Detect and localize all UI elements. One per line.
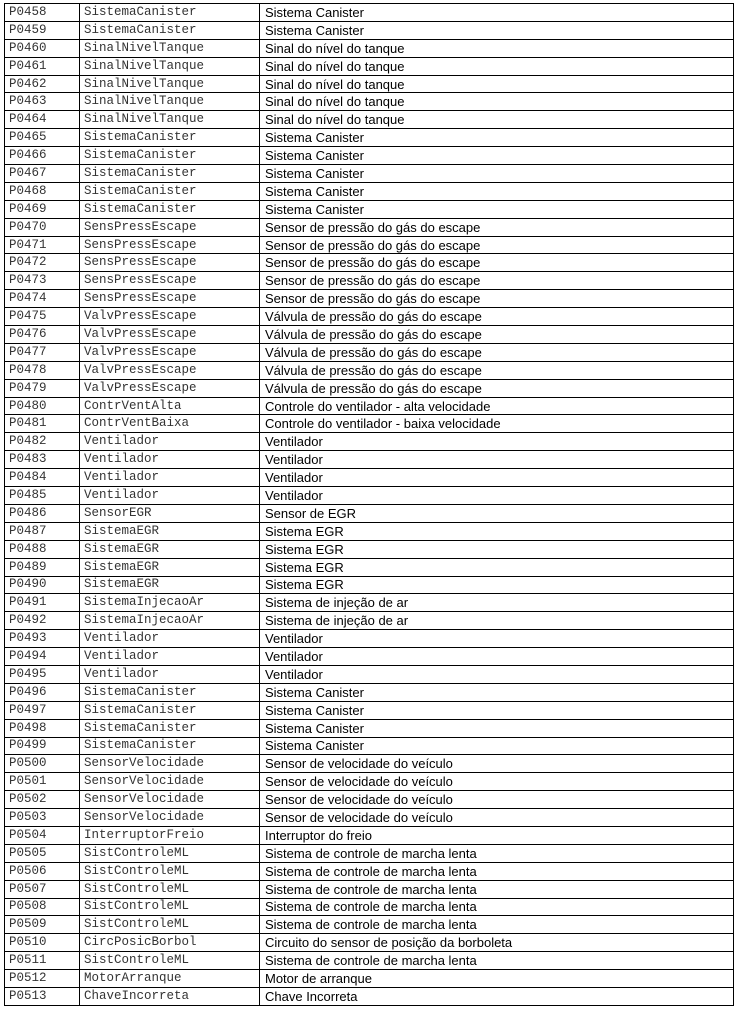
table-row — [5, 415, 734, 433]
code-cell: P0507 — [5, 880, 80, 898]
description-cell: Sistema Canister — [260, 701, 734, 719]
description-cell: Sensor de velocidade do veículo — [260, 755, 734, 773]
identifier-cell: SistemaCanister — [80, 4, 260, 22]
identifier-cell: MotorArranque — [80, 970, 260, 988]
description-cell: Sistema de injeção de ar — [260, 612, 734, 630]
table-row — [5, 719, 734, 737]
code-cell: P0489 — [5, 558, 80, 576]
identifier-cell: SistControleML — [80, 880, 260, 898]
identifier-cell: SensorVelocidade — [80, 755, 260, 773]
description-cell: Ventilador — [260, 469, 734, 487]
description-cell: Interruptor do freio — [260, 826, 734, 844]
table-row — [5, 576, 734, 594]
description-cell: Válvula de pressão do gás do escape — [260, 308, 734, 326]
description-cell: Sistema de injeção de ar — [260, 594, 734, 612]
code-cell: P0495 — [5, 665, 80, 683]
code-cell: P0484 — [5, 469, 80, 487]
identifier-cell: SistemaCanister — [80, 165, 260, 183]
identifier-cell: Ventilador — [80, 648, 260, 666]
identifier-cell: SensPressEscape — [80, 290, 260, 308]
description-cell: Sensor de pressão do gás do escape — [260, 254, 734, 272]
description-cell: Sistema Canister — [260, 21, 734, 39]
description-cell: Sensor de pressão do gás do escape — [260, 290, 734, 308]
description-cell: Controle do ventilador - baixa velocidade — [260, 415, 734, 433]
identifier-cell: SensorVelocidade — [80, 791, 260, 809]
identifier-cell: SistControleML — [80, 898, 260, 916]
identifier-cell: SistemaCanister — [80, 182, 260, 200]
description-cell: Ventilador — [260, 433, 734, 451]
description-cell: Sistema EGR — [260, 522, 734, 540]
table-row — [5, 451, 734, 469]
table-row — [5, 880, 734, 898]
identifier-cell: SinalNivelTanque — [80, 75, 260, 93]
identifier-cell: Ventilador — [80, 433, 260, 451]
description-cell: Sistema Canister — [260, 4, 734, 22]
code-cell: P0463 — [5, 93, 80, 111]
description-cell: Válvula de pressão do gás do escape — [260, 361, 734, 379]
table-row — [5, 21, 734, 39]
code-cell: P0461 — [5, 57, 80, 75]
identifier-cell: ContrVentAlta — [80, 397, 260, 415]
code-cell: P0458 — [5, 4, 80, 22]
identifier-cell: SistemaInjecaoAr — [80, 612, 260, 630]
table-row — [5, 987, 734, 1005]
code-cell: P0505 — [5, 844, 80, 862]
identifier-cell: SensorVelocidade — [80, 809, 260, 827]
description-cell: Ventilador — [260, 487, 734, 505]
code-cell: P0467 — [5, 165, 80, 183]
identifier-cell: SistemaEGR — [80, 576, 260, 594]
identifier-cell: SensorVelocidade — [80, 773, 260, 791]
description-cell: Controle do ventilador - alta velocidade — [260, 397, 734, 415]
table-row — [5, 200, 734, 218]
table-row — [5, 75, 734, 93]
description-cell: Sistema de controle de marcha lenta — [260, 952, 734, 970]
description-cell: Sensor de pressão do gás do escape — [260, 272, 734, 290]
code-cell: P0472 — [5, 254, 80, 272]
code-cell: P0509 — [5, 916, 80, 934]
description-cell: Sinal do nível do tanque — [260, 39, 734, 57]
fault-codes-body — [5, 4, 734, 1006]
code-cell: P0506 — [5, 862, 80, 880]
description-cell: Sistema Canister — [260, 200, 734, 218]
table-row — [5, 737, 734, 755]
table-row — [5, 755, 734, 773]
table-row — [5, 952, 734, 970]
code-cell: P0513 — [5, 987, 80, 1005]
identifier-cell: SistemaInjecaoAr — [80, 594, 260, 612]
code-cell: P0496 — [5, 683, 80, 701]
table-row — [5, 898, 734, 916]
description-cell: Sistema Canister — [260, 683, 734, 701]
description-cell: Sensor de velocidade do veículo — [260, 773, 734, 791]
identifier-cell: CircPosicBorbol — [80, 934, 260, 952]
code-cell: P0499 — [5, 737, 80, 755]
table-row — [5, 916, 734, 934]
identifier-cell: Ventilador — [80, 665, 260, 683]
code-cell: P0510 — [5, 934, 80, 952]
code-cell: P0486 — [5, 504, 80, 522]
code-cell: P0488 — [5, 540, 80, 558]
description-cell: Válvula de pressão do gás do escape — [260, 379, 734, 397]
table-row — [5, 397, 734, 415]
table-row — [5, 487, 734, 505]
code-cell: P0465 — [5, 129, 80, 147]
table-row — [5, 433, 734, 451]
code-cell: P0460 — [5, 39, 80, 57]
code-cell: P0462 — [5, 75, 80, 93]
identifier-cell: SistemaEGR — [80, 522, 260, 540]
table-row — [5, 665, 734, 683]
description-cell: Motor de arranque — [260, 970, 734, 988]
table-row — [5, 57, 734, 75]
identifier-cell: SistemaCanister — [80, 21, 260, 39]
table-row — [5, 683, 734, 701]
identifier-cell: Ventilador — [80, 451, 260, 469]
identifier-cell: ValvPressEscape — [80, 308, 260, 326]
description-cell: Ventilador — [260, 648, 734, 666]
code-cell: P0480 — [5, 397, 80, 415]
table-row — [5, 39, 734, 57]
identifier-cell: InterruptorFreio — [80, 826, 260, 844]
table-row — [5, 129, 734, 147]
fault-codes-table — [4, 3, 734, 1006]
code-cell: P0497 — [5, 701, 80, 719]
identifier-cell: ChaveIncorreta — [80, 987, 260, 1005]
table-row — [5, 826, 734, 844]
code-cell: P0468 — [5, 182, 80, 200]
identifier-cell: SistemaCanister — [80, 129, 260, 147]
identifier-cell: SensPressEscape — [80, 272, 260, 290]
description-cell: Sistema Canister — [260, 147, 734, 165]
table-row — [5, 791, 734, 809]
table-row — [5, 361, 734, 379]
identifier-cell: SensPressEscape — [80, 236, 260, 254]
description-cell: Sistema Canister — [260, 737, 734, 755]
code-cell: P0473 — [5, 272, 80, 290]
table-row — [5, 147, 734, 165]
description-cell: Sinal do nível do tanque — [260, 57, 734, 75]
table-row — [5, 326, 734, 344]
code-cell: P0491 — [5, 594, 80, 612]
code-cell: P0485 — [5, 487, 80, 505]
table-row — [5, 773, 734, 791]
table-row — [5, 844, 734, 862]
code-cell: P0477 — [5, 343, 80, 361]
code-cell: P0504 — [5, 826, 80, 844]
code-cell: P0469 — [5, 200, 80, 218]
table-row — [5, 862, 734, 880]
identifier-cell: SistControleML — [80, 862, 260, 880]
code-cell: P0490 — [5, 576, 80, 594]
description-cell: Sistema EGR — [260, 576, 734, 594]
table-row — [5, 290, 734, 308]
identifier-cell: SistemaCanister — [80, 719, 260, 737]
code-cell: P0508 — [5, 898, 80, 916]
identifier-cell: SensorEGR — [80, 504, 260, 522]
identifier-cell: SistControleML — [80, 916, 260, 934]
code-cell: P0493 — [5, 630, 80, 648]
identifier-cell: Ventilador — [80, 487, 260, 505]
identifier-cell: ValvPressEscape — [80, 361, 260, 379]
table-row — [5, 612, 734, 630]
identifier-cell: SistemaCanister — [80, 683, 260, 701]
code-cell: P0483 — [5, 451, 80, 469]
description-cell: Ventilador — [260, 451, 734, 469]
identifier-cell: ValvPressEscape — [80, 343, 260, 361]
description-cell: Sinal do nível do tanque — [260, 93, 734, 111]
identifier-cell: SistControleML — [80, 952, 260, 970]
description-cell: Ventilador — [260, 630, 734, 648]
description-cell: Válvula de pressão do gás do escape — [260, 343, 734, 361]
identifier-cell: SinalNivelTanque — [80, 111, 260, 129]
identifier-cell: SinalNivelTanque — [80, 93, 260, 111]
code-cell: P0498 — [5, 719, 80, 737]
identifier-cell: SistControleML — [80, 844, 260, 862]
table-row — [5, 379, 734, 397]
table-row — [5, 93, 734, 111]
identifier-cell: ContrVentBaixa — [80, 415, 260, 433]
code-cell: P0475 — [5, 308, 80, 326]
description-cell: Chave Incorreta — [260, 987, 734, 1005]
code-cell: P0481 — [5, 415, 80, 433]
table-row — [5, 308, 734, 326]
code-cell: P0464 — [5, 111, 80, 129]
table-row — [5, 272, 734, 290]
description-cell: Sinal do nível do tanque — [260, 111, 734, 129]
identifier-cell: SinalNivelTanque — [80, 39, 260, 57]
table-row — [5, 343, 734, 361]
description-cell: Sinal do nível do tanque — [260, 75, 734, 93]
identifier-cell: Ventilador — [80, 630, 260, 648]
description-cell: Sistema EGR — [260, 540, 734, 558]
description-cell: Sistema Canister — [260, 719, 734, 737]
description-cell: Sistema Canister — [260, 182, 734, 200]
identifier-cell: ValvPressEscape — [80, 326, 260, 344]
code-cell: P0476 — [5, 326, 80, 344]
code-cell: P0512 — [5, 970, 80, 988]
code-cell: P0503 — [5, 809, 80, 827]
table-row — [5, 630, 734, 648]
code-cell: P0470 — [5, 218, 80, 236]
code-cell: P0479 — [5, 379, 80, 397]
code-cell: P0474 — [5, 290, 80, 308]
identifier-cell: ValvPressEscape — [80, 379, 260, 397]
identifier-cell: Ventilador — [80, 469, 260, 487]
description-cell: Sistema Canister — [260, 129, 734, 147]
description-cell: Ventilador — [260, 665, 734, 683]
description-cell: Sistema de controle de marcha lenta — [260, 898, 734, 916]
table-row — [5, 236, 734, 254]
description-cell: Válvula de pressão do gás do escape — [260, 326, 734, 344]
code-cell: P0492 — [5, 612, 80, 630]
description-cell: Sistema de controle de marcha lenta — [260, 862, 734, 880]
table-row — [5, 111, 734, 129]
table-row — [5, 934, 734, 952]
identifier-cell: SistemaCanister — [80, 147, 260, 165]
description-cell: Sistema Canister — [260, 165, 734, 183]
identifier-cell: SinalNivelTanque — [80, 57, 260, 75]
code-cell: P0487 — [5, 522, 80, 540]
table-row — [5, 701, 734, 719]
code-cell: P0466 — [5, 147, 80, 165]
description-cell: Sensor de velocidade do veículo — [260, 791, 734, 809]
table-row — [5, 182, 734, 200]
description-cell: Sensor de velocidade do veículo — [260, 809, 734, 827]
table-row — [5, 970, 734, 988]
identifier-cell: SistemaCanister — [80, 200, 260, 218]
description-cell: Sistema EGR — [260, 558, 734, 576]
description-cell: Circuito do sensor de posição da borboleta — [260, 934, 734, 952]
code-cell: P0502 — [5, 791, 80, 809]
table-row — [5, 809, 734, 827]
table-row — [5, 165, 734, 183]
description-cell: Sistema de controle de marcha lenta — [260, 880, 734, 898]
table-row — [5, 594, 734, 612]
description-cell: Sensor de EGR — [260, 504, 734, 522]
identifier-cell: SistemaCanister — [80, 701, 260, 719]
table-row — [5, 522, 734, 540]
table-row — [5, 218, 734, 236]
description-cell: Sensor de pressão do gás do escape — [260, 236, 734, 254]
description-cell: Sistema de controle de marcha lenta — [260, 844, 734, 862]
code-cell: P0459 — [5, 21, 80, 39]
identifier-cell: SistemaEGR — [80, 540, 260, 558]
table-row — [5, 504, 734, 522]
table-row — [5, 469, 734, 487]
code-cell: P0471 — [5, 236, 80, 254]
identifier-cell: SistemaCanister — [80, 737, 260, 755]
identifier-cell: SistemaEGR — [80, 558, 260, 576]
table-row — [5, 540, 734, 558]
code-cell: P0478 — [5, 361, 80, 379]
identifier-cell: SensPressEscape — [80, 218, 260, 236]
description-cell: Sensor de pressão do gás do escape — [260, 218, 734, 236]
description-cell: Sistema de controle de marcha lenta — [260, 916, 734, 934]
table-row — [5, 4, 734, 22]
identifier-cell: SensPressEscape — [80, 254, 260, 272]
code-cell: P0511 — [5, 952, 80, 970]
code-cell: P0482 — [5, 433, 80, 451]
code-cell: P0501 — [5, 773, 80, 791]
code-cell: P0494 — [5, 648, 80, 666]
table-row — [5, 558, 734, 576]
table-row — [5, 254, 734, 272]
code-cell: P0500 — [5, 755, 80, 773]
table-row — [5, 648, 734, 666]
